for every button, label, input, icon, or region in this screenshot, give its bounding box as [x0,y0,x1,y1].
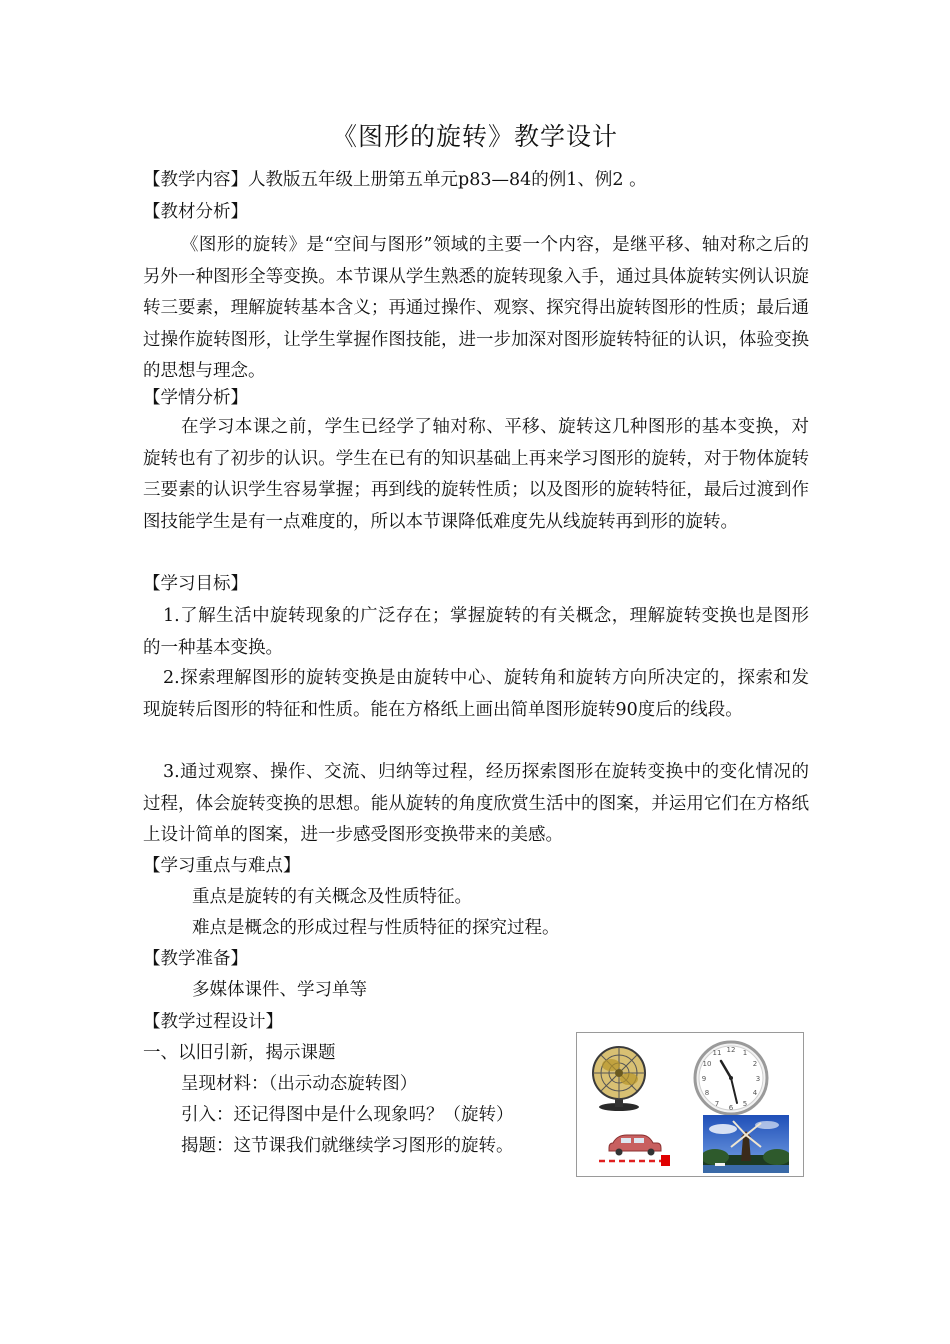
svg-text:5: 5 [742,1100,748,1108]
rotation-examples-figure [576,1032,804,1177]
difficult-point-text: 难点是概念的形成过程与性质特征的探究过程。 [192,918,560,938]
svg-text:12: 12 [726,1046,736,1054]
svg-text:2: 2 [752,1060,758,1068]
svg-text:9: 9 [701,1075,707,1083]
windmill-photo [703,1115,789,1173]
process-step-1-reveal: 揭题：这节课我们就继续学习图形的旋转。 [181,1136,514,1156]
svg-text:4: 4 [752,1089,758,1097]
svg-text:10: 10 [702,1060,712,1068]
textbook-analysis-paragraph: 《图形的旋转》是“空间与图形”领域的主要一个内容，是继平移、轴对称之后的另外一种图形全等变换。本节课从学生熟悉的旋转现象入手，通过具体旋转实例认识旋转三要素，理解旋转基本含义；再通过操作、观察、探究得出旋转图形的性质；最后通过操作旋转图形，让学生掌握作图技能，进一步加深对图形旋转特征的认识，体验变换的思想与理念。 [143,235,809,381]
svg-text:1: 1 [742,1049,748,1057]
process-step-1-heading: 一、以旧引新，揭示课题 [143,1043,336,1063]
section-heading-textbook: 【教材分析】 [143,202,248,222]
section-heading-students: 【学情分析】 [143,388,248,408]
svg-text:8: 8 [704,1089,710,1097]
page-title: 《图形的旋转》教学设计 [331,122,618,151]
svg-text:7: 7 [714,1100,720,1108]
svg-text:3: 3 [755,1075,761,1083]
section-heading-preparation: 【教学准备】 [143,949,248,969]
preparation-text: 多媒体课件、学习单等 [192,980,367,1000]
goal-item-3: 3.通过观察、操作、交流、归纳等过程，经历探索图形在旋转变换中的变化情况的过程，体会旋转变换的思想。能从旋转的角度欣赏生活中的图案，并运用它们在方格纸上设计简单的图案，进一步感受图形变换带来的美感。 [143,762,809,845]
svg-text:11: 11 [712,1049,722,1057]
process-step-1-material: 呈现材料：（出示动态旋转图） [181,1074,418,1094]
section-heading-key-points: 【学习重点与难点】 [143,856,301,876]
process-step-1-intro: 引入：还记得图中是什么现象吗？（旋转） [181,1105,514,1125]
section-heading-goals: 【学习目标】 [143,574,248,594]
student-analysis-paragraph: 在学习本课之前，学生已经学了轴对称、平移、旋转这几种图形的基本变换，对旋转也有了初步的认识。学生在已有的知识基础上再来学习图形的旋转，对于物体旋转三要素的认识学生容易掌握；再到线的旋转性质；以及图形的旋转特征，最后过渡到作图技能学生是有一点难度的，所以本节课降低难度先从线旋转再到形的旋转。 [143,417,809,532]
section-heading-process: 【教学过程设计】 [143,1012,283,1032]
clock-icon [685,1039,777,1117]
key-point-text: 重点是旋转的有关概念及性质特征。 [192,887,472,907]
svg-text:6: 6 [728,1104,734,1112]
goal-item-1: 1.了解生活中旋转现象的广泛存在；掌握旋转的有关概念，理解旋转变换也是图形的一种基本变换。 [143,606,809,658]
fan-icon [583,1043,655,1113]
teaching-content-line: 【教学内容】人教版五年级上册第五单元p83—84的例1、例2 。 [143,170,647,190]
car-icon [595,1129,675,1169]
goal-item-2: 2.探索理解图形的旋转变换是由旋转中心、旋转角和旋转方向所决定的，探索和发现旋转后图形的特征和性质。能在方格纸上画出简单图形旋转90度后的线段。 [143,668,809,720]
